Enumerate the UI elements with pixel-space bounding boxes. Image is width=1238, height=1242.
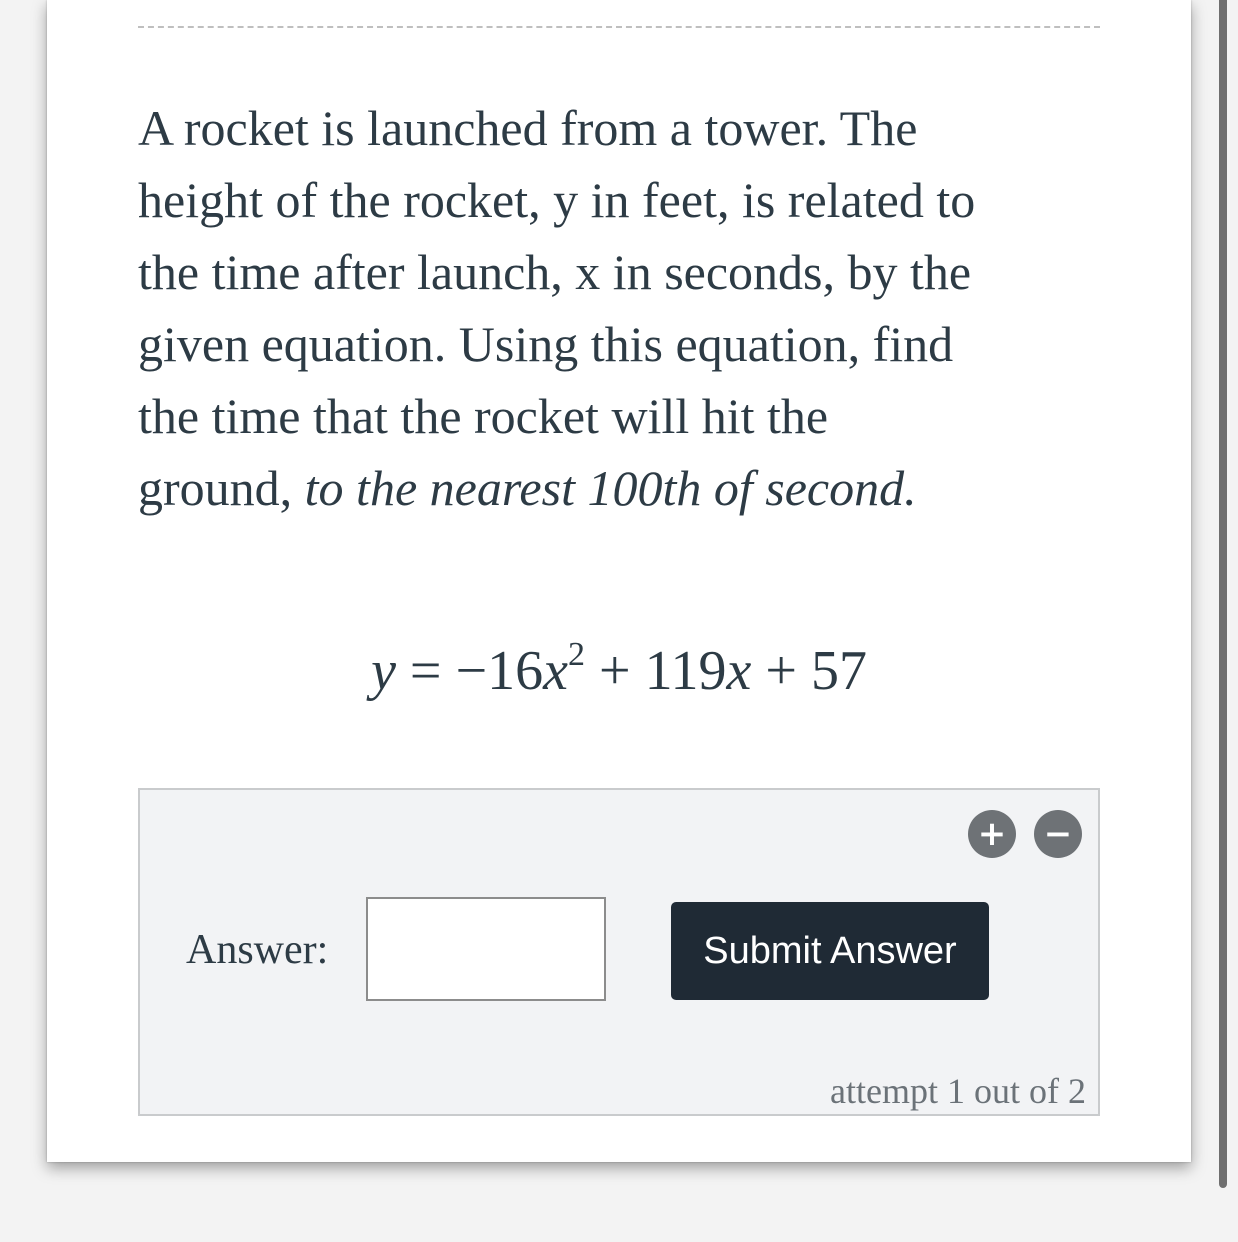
plus-circle-icon: + <box>977 814 1007 854</box>
equation-lhs: y <box>371 640 396 702</box>
equation-variable: x <box>726 640 752 702</box>
submit-answer-button[interactable]: Submit Answer <box>671 902 989 1000</box>
equation-plus: + <box>598 640 631 702</box>
zoom-out-button[interactable] <box>1034 810 1082 858</box>
question-line: height of the rocket, y in feet, is related to <box>138 172 976 228</box>
scrollbar[interactable] <box>1219 0 1227 1188</box>
equation-variable: x <box>543 640 568 702</box>
minus-circle-icon: − <box>1043 814 1073 854</box>
equation-exponent: 2 <box>567 636 585 673</box>
answer-label: Answer: <box>186 927 329 973</box>
question-line: the time that the rocket will hit the <box>138 388 829 444</box>
question-plain-text: ground, <box>138 460 305 516</box>
answer-input[interactable] <box>366 897 606 1001</box>
question-italic-text: to the nearest 100th of second. <box>304 460 917 516</box>
equation-coefficient: 119 <box>644 640 727 702</box>
dashed-divider <box>138 26 1100 28</box>
answer-panel <box>138 788 1100 1116</box>
equation-coefficient: −16 <box>455 640 544 702</box>
attempt-counter: attempt 1 out of 2 <box>830 1071 1086 1111</box>
question-line-last <box>138 452 1098 524</box>
equation-constant: 57 <box>810 640 867 702</box>
question-line: given equation. Using this equation, find <box>138 316 954 372</box>
question-text <box>138 92 1098 524</box>
equation-plus: + <box>765 640 797 702</box>
equation <box>0 636 1238 703</box>
zoom-in-button[interactable] <box>968 810 1016 858</box>
equation-equals: = <box>409 640 442 702</box>
question-line: the time after launch, x in seconds, by the <box>138 244 972 300</box>
question-line: A rocket is launched from a tower. The <box>138 100 918 156</box>
